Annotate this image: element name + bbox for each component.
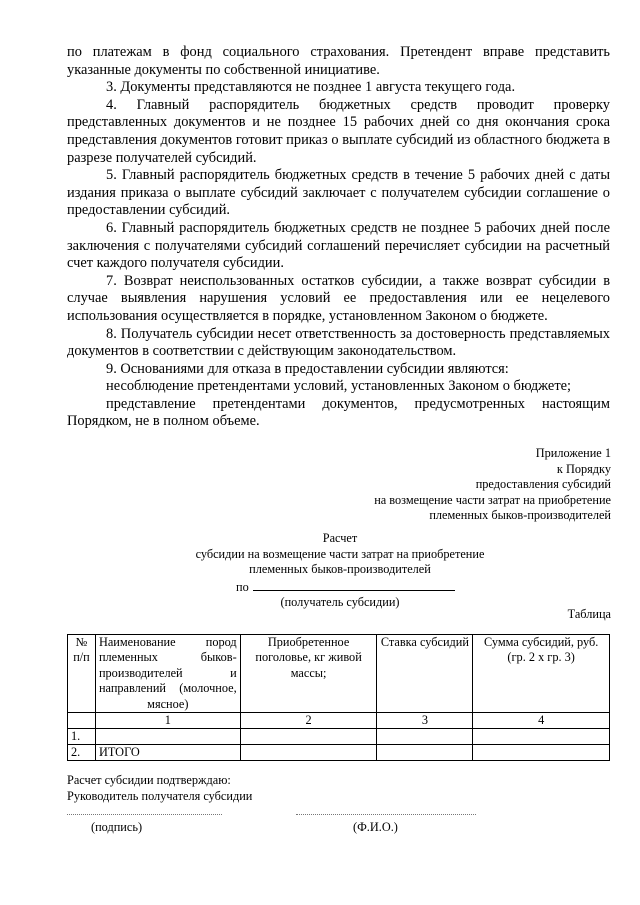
- fio-label: (Ф.И.О.): [353, 820, 398, 834]
- appendix-line: предоставления субсидий: [475, 477, 611, 492]
- appendix-heading: [281, 446, 611, 524]
- paragraph: 4. Главный распорядитель бюджетных средств проводит проверку представленных документов и не позднее 15 рабочих дней со дня окончания срока представления документов готовит приказ о выплате субсидий из областного бюджета в разрезе получателей субсидий.: [67, 96, 610, 166]
- column-number-row: [68, 713, 610, 729]
- calc-title: [140, 531, 540, 611]
- header-cell-livestock: Приобретенное поголовье, кг живой массы;: [240, 635, 377, 713]
- fio-line: [296, 814, 476, 815]
- table-row-total: [68, 745, 610, 761]
- paragraph: 6. Главный распорядитель бюджетных средств не позднее 5 рабочих дней после заключения с получателями субсидий соглашений перечисляет субсидии на расчетный счет каждого получателя субсидии.: [67, 219, 610, 272]
- calc-po-label: по: [236, 579, 249, 594]
- header-cell-number: № п/п: [68, 635, 96, 713]
- row-number: 1.: [68, 729, 96, 745]
- table-header-row: [68, 635, 610, 713]
- subsidy-table: [67, 634, 610, 761]
- appendix-line: Приложение 1: [535, 446, 611, 460]
- signature-label: (подпись): [91, 820, 143, 834]
- column-number: 2: [240, 713, 377, 729]
- recipient-note: (получатель субсидии): [280, 595, 400, 610]
- paragraph: представление претендентами документов, предусмотренных настоящим Порядком, не в полном объеме.: [67, 395, 610, 430]
- row-cell: [240, 745, 377, 761]
- calc-recipient-row: [140, 578, 540, 596]
- paragraph: 3. Документы представляются не позднее 1 августа текущего года.: [106, 79, 516, 96]
- paragraph: 9. Основаниями для отказа в предоставлении субсидии являются:: [106, 360, 509, 377]
- column-number: 1: [95, 713, 240, 729]
- row-name: [95, 729, 240, 745]
- row-number: 2.: [68, 745, 96, 761]
- column-number: 4: [473, 713, 610, 729]
- paragraph: 5. Главный распорядитель бюджетных средств в течение 5 рабочих дней с даты издания приказа о выплате субсидий заключает с получателем субсидии соглашение о предоставлении субсидий.: [67, 167, 610, 219]
- footer-block: [67, 773, 610, 804]
- table-label: Таблица: [567, 607, 611, 621]
- row-name: ИТОГО: [95, 745, 240, 761]
- head-text: Руководитель получателя субсидии: [67, 788, 253, 803]
- table-row: [68, 729, 610, 745]
- header-cell-breed: Наименование пород племенных быков-производителей и направлений (молочное, мясное): [95, 635, 240, 713]
- appendix-line: к Порядку: [556, 461, 611, 476]
- body-text: [67, 44, 610, 431]
- appendix-line: на возмещение части затрат на приобретение: [374, 492, 611, 507]
- calc-title-main: Расчет: [322, 531, 358, 545]
- column-number: 3: [377, 713, 473, 729]
- row-cell: [473, 729, 610, 745]
- appendix-line: племенных быков-производителей: [429, 508, 611, 523]
- row-cell: [240, 729, 377, 745]
- header-cell-rate: Ставка субсидий: [377, 635, 473, 713]
- row-cell: [377, 745, 473, 761]
- signature-line: [67, 814, 222, 815]
- row-cell: [473, 745, 610, 761]
- column-number: [68, 713, 96, 729]
- paragraph: по платежам в фонд социального страхования. Претендент вправе представить указанные документы по собственной инициативе.: [67, 44, 610, 78]
- paragraph: 7. Возврат неиспользованных остатков субсидии, а также возврат субсидии в случае выявления нарушения условий ее предоставления или ее нецелевого использования осуществляется в порядке, установленном Законом о бюджете.: [67, 272, 610, 324]
- row-cell: [377, 729, 473, 745]
- recipient-blank-line: [253, 578, 455, 591]
- calc-title-line: племенных быков-производителей: [249, 562, 431, 577]
- calc-title-line: субсидии на возмещение части затрат на приобретение: [195, 546, 485, 561]
- header-cell-sum: Сумма субсидий, руб. (гр. 2 х гр. 3): [473, 635, 610, 713]
- paragraph: несоблюдение претендентами условий, установленных Законом о бюджете;: [106, 378, 571, 395]
- confirm-text: Расчет субсидии подтверждаю:: [67, 773, 231, 787]
- paragraph: 8. Получатель субсидии несет ответственность за достоверность представляемых документов в соответствии с действующим законодательством.: [67, 325, 610, 360]
